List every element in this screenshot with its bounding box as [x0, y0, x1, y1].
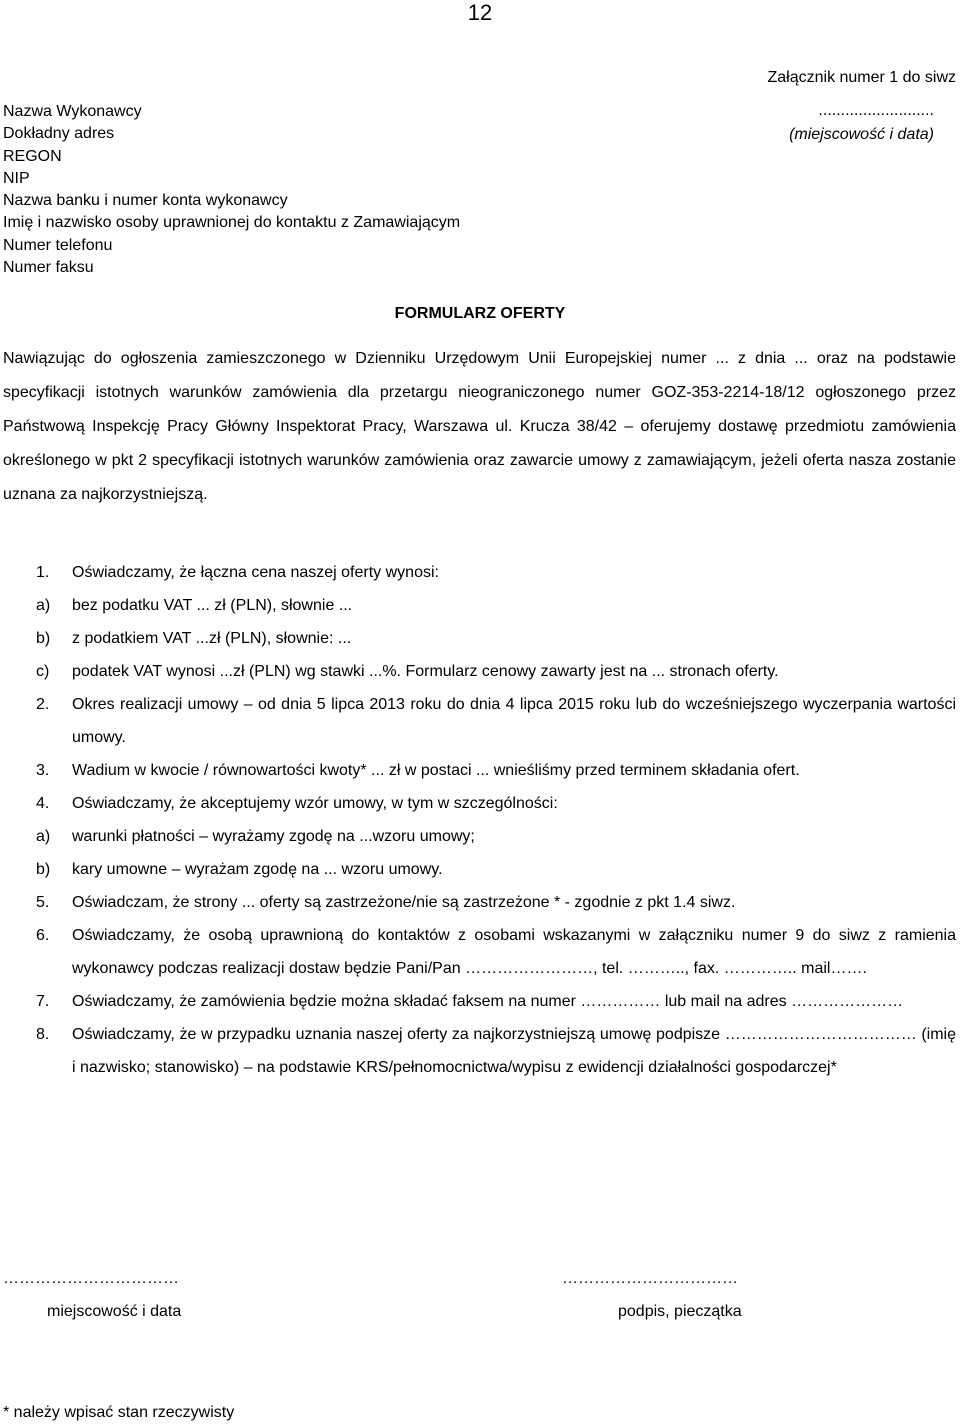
list-item [3, 787, 956, 820]
item-text: Oświadczamy, że akceptujemy wzór umowy, w tym w szczególności: [72, 795, 558, 812]
declaration-list [3, 556, 956, 1084]
item-text: podatek VAT wynosi ...zł (PLN) wg stawki ...%. Formularz cenowy zawarty jest na ... stronach oferty. [72, 663, 779, 680]
list-item [3, 622, 956, 655]
item-text: Okres realizacji umowy – od dnia 5 lipca 2013 roku do dnia 4 lipca 2015 roku lub do wcześniejszego wyczerpania wartości umowy. [72, 696, 956, 746]
footnote: * należy wpisać stan rzeczywisty [3, 1404, 235, 1421]
item-label: 4. [36, 795, 50, 812]
regon-field: REGON [3, 147, 62, 165]
list-item [3, 688, 956, 754]
annex-label: Załącznik numer 1 do siwz [767, 69, 956, 86]
place-date-dots: .......................... [818, 102, 934, 119]
list-item [3, 589, 956, 622]
item-label: b) [36, 630, 51, 647]
list-item [3, 886, 956, 919]
list-item [3, 919, 956, 985]
list-item [3, 556, 956, 589]
fax-number-field: Numer faksu [3, 259, 94, 277]
signature-place-dots: …………………………… [3, 1270, 179, 1287]
signature-sign-label: podpis, pieczątka [618, 1303, 742, 1320]
item-text: Oświadczamy, że osobą uprawnioną do kontaktów z osobami wskazanymi w załączniku numer 9 do siwz z ramienia wykonawcy podczas realizacji dostaw będzie Pani/Pan ……………………, tel. ……….., fax. ………….. mail……. [72, 927, 956, 977]
item-text: kary umowne – wyrażam zgodę na ... wzoru umowy. [72, 861, 443, 878]
item-text: Oświadczamy, że łączna cena naszej oferty wynosi: [72, 564, 439, 581]
list-item [3, 985, 956, 1018]
form-title: FORMULARZ OFERTY [394, 305, 566, 322]
item-text: Oświadczam, że strony ... oferty są zastrzeżone/nie są zastrzeżone * - zgodnie z pkt 1.4 siwz. [72, 894, 736, 911]
item-text: z podatkiem VAT ...zł (PLN), słownie: ... [72, 630, 352, 647]
item-label: 2. [36, 696, 50, 713]
item-text: Wadium w kwocie / równowartości kwoty* ... zł w postaci ... wnieśliśmy przed terminem składania ofert. [72, 762, 800, 779]
item-label: b) [36, 861, 51, 878]
signature-sign-dots: …………………………… [562, 1270, 738, 1287]
list-item [3, 754, 956, 787]
contractor-fields [3, 101, 460, 279]
intro-paragraph [3, 342, 956, 512]
item-label: 7. [36, 993, 50, 1010]
list-item [3, 1018, 956, 1084]
item-label: 3. [36, 762, 50, 779]
place-date-label: (miejscowość i data) [789, 126, 934, 143]
item-label: 1. [36, 564, 50, 581]
phone-number-field: Numer telefonu [3, 236, 113, 254]
signature-place-label: miejscowość i data [47, 1303, 182, 1320]
list-item [3, 853, 956, 886]
nip-field: NIP [3, 169, 30, 187]
list-item [3, 820, 956, 853]
item-text: warunki płatności – wyrażamy zgodę na ...wzoru umowy; [72, 828, 475, 845]
item-label: a) [36, 828, 51, 845]
list-item [3, 655, 956, 688]
item-label: c) [36, 663, 50, 680]
item-text: bez podatku VAT ... zł (PLN), słownie ... [72, 597, 353, 614]
bank-account-field: Nazwa banku i numer konta wykonawcy [3, 192, 288, 210]
exact-address-field: Dokładny adres [3, 125, 115, 143]
contact-person-field: Imię i nazwisko osoby uprawnionej do kontaktu z Zamawiającym [3, 214, 461, 232]
item-text: Oświadczamy, że w przypadku uznania naszej oferty za najkorzystniejszą umowę podpisze ……………………………… (imię i nazwisko; stanowisko) – na podstawie KRS/pełnomocnictwa/wypisu z ewidencji działalności gospodarczej* [72, 1026, 956, 1076]
intro-text: Nawiązując do ogłoszenia zamieszczonego w Dzienniku Urzędowym Unii Europejskiej numer ... z dnia ... oraz na podstawie specyfikacji istotnych warunków zamówienia dla przetargu nieograniczonego numer GOZ-353-2214-18/12 ogłoszonego przez Państwową Inspekcję Pracy Główny Inspektorat Pracy, Warszawa ul. Krucza 38/42 – oferujemy dostawę przedmiotu zamówienia określonego w pkt 2 specyfikacji istotnych warunków zamówienia oraz zawarcie umowy z zamawiającym, jeżeli oferta nasza zostanie uznana za najkorzystniejszą. [3, 350, 956, 503]
contractor-name-field: Nazwa Wykonawcy [3, 103, 142, 120]
page-number: 12 [467, 0, 493, 25]
item-label: 6. [36, 927, 50, 944]
item-label: 8. [36, 1026, 50, 1043]
item-label: 5. [36, 894, 50, 911]
item-text: Oświadczamy, że zamówienia będzie można składać faksem na numer …………… lub mail na adres ………………… [72, 993, 904, 1010]
item-label: a) [36, 597, 51, 614]
